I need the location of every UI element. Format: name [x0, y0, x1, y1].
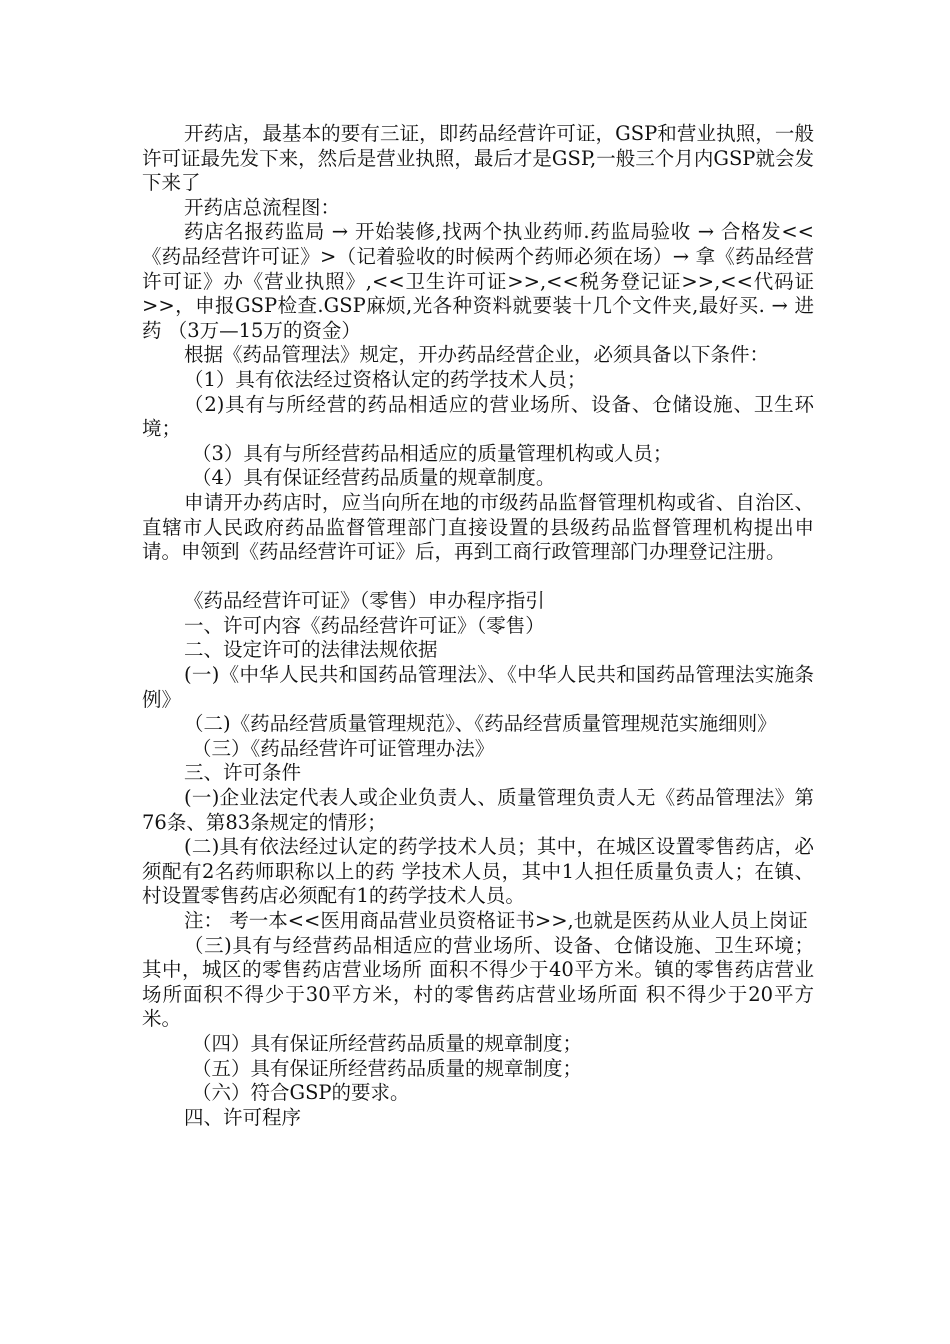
paragraph: 申请开办药店时，应当向所在地的市级药品监督管理机构或省、自治区、直辖市人民政府药品监督管理部门直接设置的县级药品监督管理机构提出申请。申领到《药品经营许可证》后，再到工商行政管理部门办理登记注册。 [142, 490, 814, 564]
paragraph: 二、设定许可的法律法规依据 [184, 638, 438, 662]
paragraph: （1）具有依法经过资格认定的药学技术人员； [184, 367, 587, 391]
paragraph: （二)《药品经营质量管理规范》、《药品经营质量管理规范实施细则》 [184, 712, 777, 736]
paragraph: 四、许可程序 [184, 1105, 302, 1129]
paragraph: （2)具有与所经营的药品相适应的营业场所、设备、仓储设施、卫生环境； [142, 392, 814, 441]
blank-line [142, 565, 814, 590]
paragraph: （四）具有保证所经营药品质量的规章制度； [192, 1031, 583, 1055]
paragraph: 根据《药品管理法》规定，开办药品经营企业，必须具备以下条件： [184, 343, 770, 367]
paragraph: （三）《药品经营许可证管理办法》 [192, 736, 495, 760]
paragraph: (一)《中华人民共和国药品管理法》、《中华人民共和国药品管理法实施条例》 [142, 663, 814, 711]
paragraph: （4）具有保证经营药品质量的规章制度。 [192, 466, 556, 490]
paragraph: 药店名报药监局 → 开始装修,找两个执业药师.药监局验收 → 合格发<<《药品经营许可证》>（记着验收的时候两个药师必须在场）→ 拿《药品经营许可证》办《营业执照》,<<卫生许可证>>,<<税务登记证>>,<<代码证>>，申报GSP检查.GSP麻烦,光各种资料就要装十几个文件夹,最好买. → 进药 （3万—15万的资金） [142, 220, 814, 342]
paragraph: （五）具有保证所经营药品质量的规章制度； [192, 1056, 583, 1080]
paragraph: 《药品经营许可证》（零售）申办程序指引 [184, 589, 545, 613]
paragraph: 一、许可内容《药品经营许可证》（零售） [184, 613, 545, 637]
paragraph: 开药店，最基本的要有三证，即药品经营许可证，GSP和营业执照，一般许可证最先发下来，然后是营业执照，最后才是GSP,一般三个月内GSP就会发下来了 [142, 122, 814, 195]
paragraph: （六）符合GSP的要求。 [192, 1081, 410, 1105]
paragraph: (一)企业法定代表人或企业负责人、质量管理负责人无《药品管理法》第76条、第83条规定的情形； [142, 786, 814, 834]
paragraph: 开药店总流程图： [184, 195, 341, 219]
paragraph: (二)具有依法经过认定的药学技术人员；其中，在城区设置零售药店，必须配有2名药师职称以上的药 学技术人员，其中1人担任质量负责人；在镇、村设置零售药店必须配有1的药学技术人员。 [142, 835, 814, 908]
paragraph: （三)具有与经营药品相适应的营业场所、设备、仓储设施、卫生环境；其中，城区的零售药店营业场所 面积不得少于40平方米。镇的零售药店营业场所面积不得少于30平方米，村的零售药店营业场所面 积不得少于20平方米。 [142, 933, 814, 1031]
document-body [142, 122, 814, 1130]
paragraph: 三、许可条件 [184, 761, 302, 785]
paragraph: 注： 考一本<<医用商品营业员资格证书>>,也就是医药从业人员上岗证 [184, 909, 808, 932]
paragraph: （3）具有与所经营药品相适应的质量管理机构或人员； [192, 441, 673, 465]
